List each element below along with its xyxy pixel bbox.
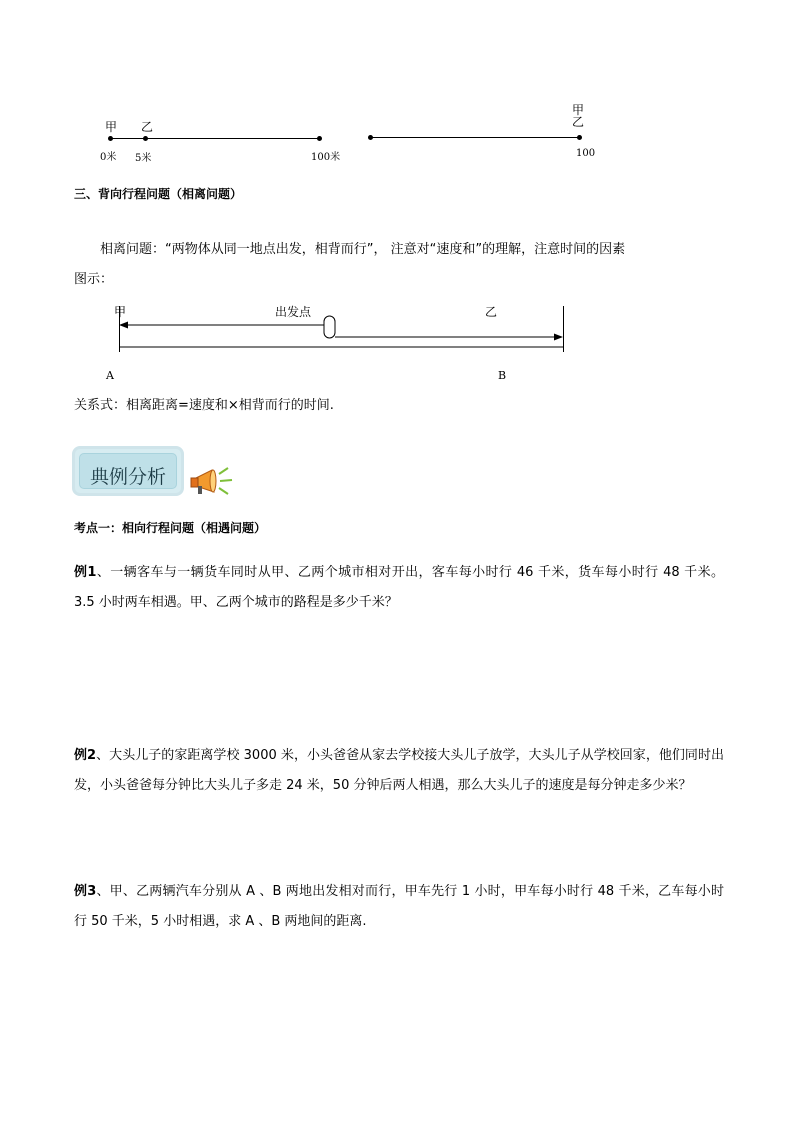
example-1 xyxy=(74,558,724,618)
megaphone-icon xyxy=(188,464,238,500)
example-1-text: 、一辆客车与一辆货车同时从甲、乙两个城市相对开出，客车每小时行 46 千米，货车每小时行 48 千米。3.5 小时两车相遇。甲、乙两个城市的路程是多少千米？ xyxy=(74,565,724,610)
kaodian-heading: 考点一：相向行程问题（相遇问题） xyxy=(74,521,267,535)
diagram-label-jia: 甲 xyxy=(114,305,127,319)
start-point-marker xyxy=(324,316,335,338)
left-arrow-head xyxy=(119,322,128,329)
section-heading: 三、背向行程问题（相离问题） xyxy=(74,187,243,201)
label-100m: 100米 xyxy=(311,152,341,163)
example-2-text: 、大头儿子的家距离学校 3000 米，小头爸爸从家去学校接大头儿子放学，大头儿子从学校回家，他们同时出发，小头爸爸每分钟比大头儿子多走 24 米，50 分钟后两人相遇，那么大头儿子的速度是每分钟走多少米？ xyxy=(74,748,725,793)
label-0m: 0米 xyxy=(100,152,117,163)
right-point-100 xyxy=(577,135,582,140)
label-jia: 甲 xyxy=(105,120,118,134)
example-analysis-badge xyxy=(72,446,184,496)
example-3-label: 例3 xyxy=(74,884,97,899)
example-2 xyxy=(74,741,724,801)
right-label-jia: 甲 xyxy=(572,103,585,117)
relation-formula: 关系式：相离距离=速度和×相背而行的时间. xyxy=(74,398,334,413)
diagram-caption: 图示： xyxy=(74,272,114,287)
diagram-label-yi: 乙 xyxy=(485,305,498,319)
badge-title: 典例分析 xyxy=(89,466,166,488)
left-point-0 xyxy=(108,136,113,141)
example-3 xyxy=(74,877,724,937)
label-5m: 5米 xyxy=(135,153,152,164)
right-label-yi: 乙 xyxy=(572,115,585,129)
direction-arrows xyxy=(110,312,570,348)
definition-text: 相离问题：“两物体从同一地点出发，相背而行”， 注意对“速度和”的理解，注意时间的因素 xyxy=(100,242,626,257)
example-2-label: 例2 xyxy=(74,748,97,763)
example-3-text: 、甲、乙两辆汽车分别从 A 、B 两地出发相对而行，甲车先行 1 小时，甲车每小时行 48 千米，乙车每小时行 50 千米，5 小时相遇，求 A 、B 两地间的距离. xyxy=(74,884,724,929)
right-number-line xyxy=(370,137,580,138)
diagram-label-start: 出发点 xyxy=(275,305,312,319)
badge-inner xyxy=(79,453,177,489)
left-number-line xyxy=(110,138,320,139)
point-b: B xyxy=(498,369,507,382)
right-label-100: 100 xyxy=(576,148,596,159)
left-point-100 xyxy=(317,136,322,141)
point-a: A xyxy=(106,369,114,382)
left-point-5 xyxy=(143,136,148,141)
example-1-label: 例1 xyxy=(74,565,97,580)
right-arrow-head xyxy=(554,334,563,341)
label-yi: 乙 xyxy=(141,120,154,134)
right-point-0 xyxy=(368,135,373,140)
